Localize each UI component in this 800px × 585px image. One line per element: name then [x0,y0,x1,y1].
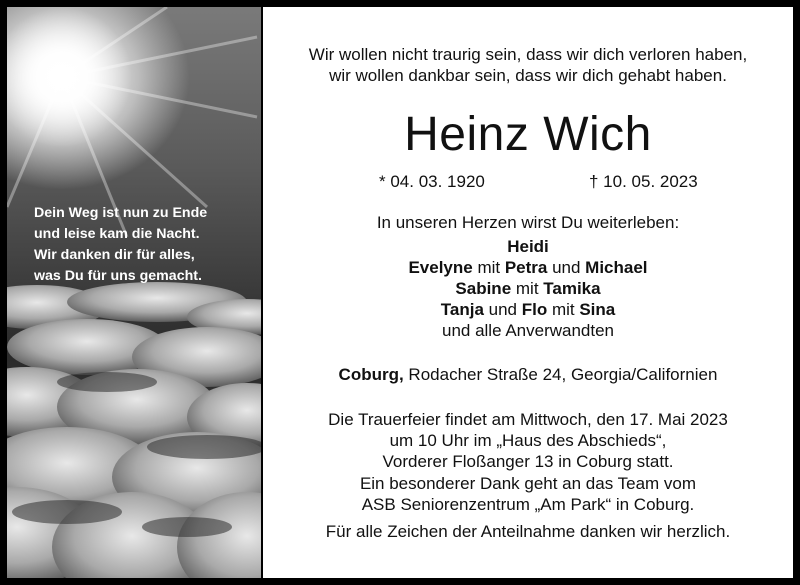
service-line: um 10 Uhr im „Haus des Abschieds“, [389,431,667,450]
service-line: Vorderer Floßanger 13 in Coburg statt. [382,452,674,471]
thanks-line: ASB Seniorenzentrum „Am Park“ in Coburg. [361,495,695,514]
mourner-row [263,278,793,299]
address-city: Coburg, [338,365,404,384]
motto-line: Wir wollen nicht traurig sein, dass wir dich verloren haben, [308,45,748,64]
mourner-connector: und [547,258,586,277]
mourners-intro: In unseren Herzen wirst Du weiterleben: [376,213,680,232]
funeral-service-notice [263,409,793,472]
mourner-row: und alle Anverwandten [441,321,615,340]
photo-caption-line: und leise kam die Nacht. [34,226,200,242]
mourner-row [263,236,793,257]
address-street: Rodacher Straße 24, Georgia/Californien [403,365,718,384]
motto-quote [263,44,793,86]
mourner-name: Sabine [455,279,512,298]
mourner-connector: mit [472,258,505,277]
mourner-name: Michael [585,258,648,277]
mourner-name: Tanja [440,300,484,319]
mourner-connector: und [483,300,522,319]
photo-caption-line: was Du für uns gemacht. [34,268,202,284]
clouds-sunlight-photo [7,7,261,578]
photo-caption-line: Dein Weg ist nun zu Ende [34,205,208,221]
mourner-connector: mit [547,300,580,319]
mourner-name: Sina [579,300,616,319]
birth-date: * 04. 03. 1920 [379,172,485,191]
mourner-name: Evelyne [408,258,473,277]
mourner-row [263,299,793,320]
mourner-name: Tamika [543,279,601,298]
mourner-name: Heidi [507,237,549,256]
service-line: Die Trauerfeier findet am Mittwoch, den 17. Mai 2023 [328,410,728,429]
deceased-name: Heinz Wich [404,108,652,161]
thanks-line: Ein besonderer Dank geht an das Team vom [359,474,697,493]
clouds-illustration [7,7,261,578]
mourners-list [263,236,793,341]
mourner-name: Petra [504,258,548,277]
mourner-name: Flo [521,300,548,319]
photo-caption-line: Wir danken dir für alles, [34,247,195,263]
closing-note: Für alle Zeichen der Anteilnahme danken wir herzlich. [325,522,731,541]
mourner-connector: mit [511,279,544,298]
death-date: † 10. 05. 2023 [589,172,698,191]
mourner-row [263,257,793,278]
address-line [263,364,793,386]
special-thanks [263,473,793,515]
obituary-text-panel [263,7,793,578]
motto-line: wir wollen dankbar sein, dass wir dich gehabt haben. [329,66,727,85]
photo-caption [34,203,254,287]
